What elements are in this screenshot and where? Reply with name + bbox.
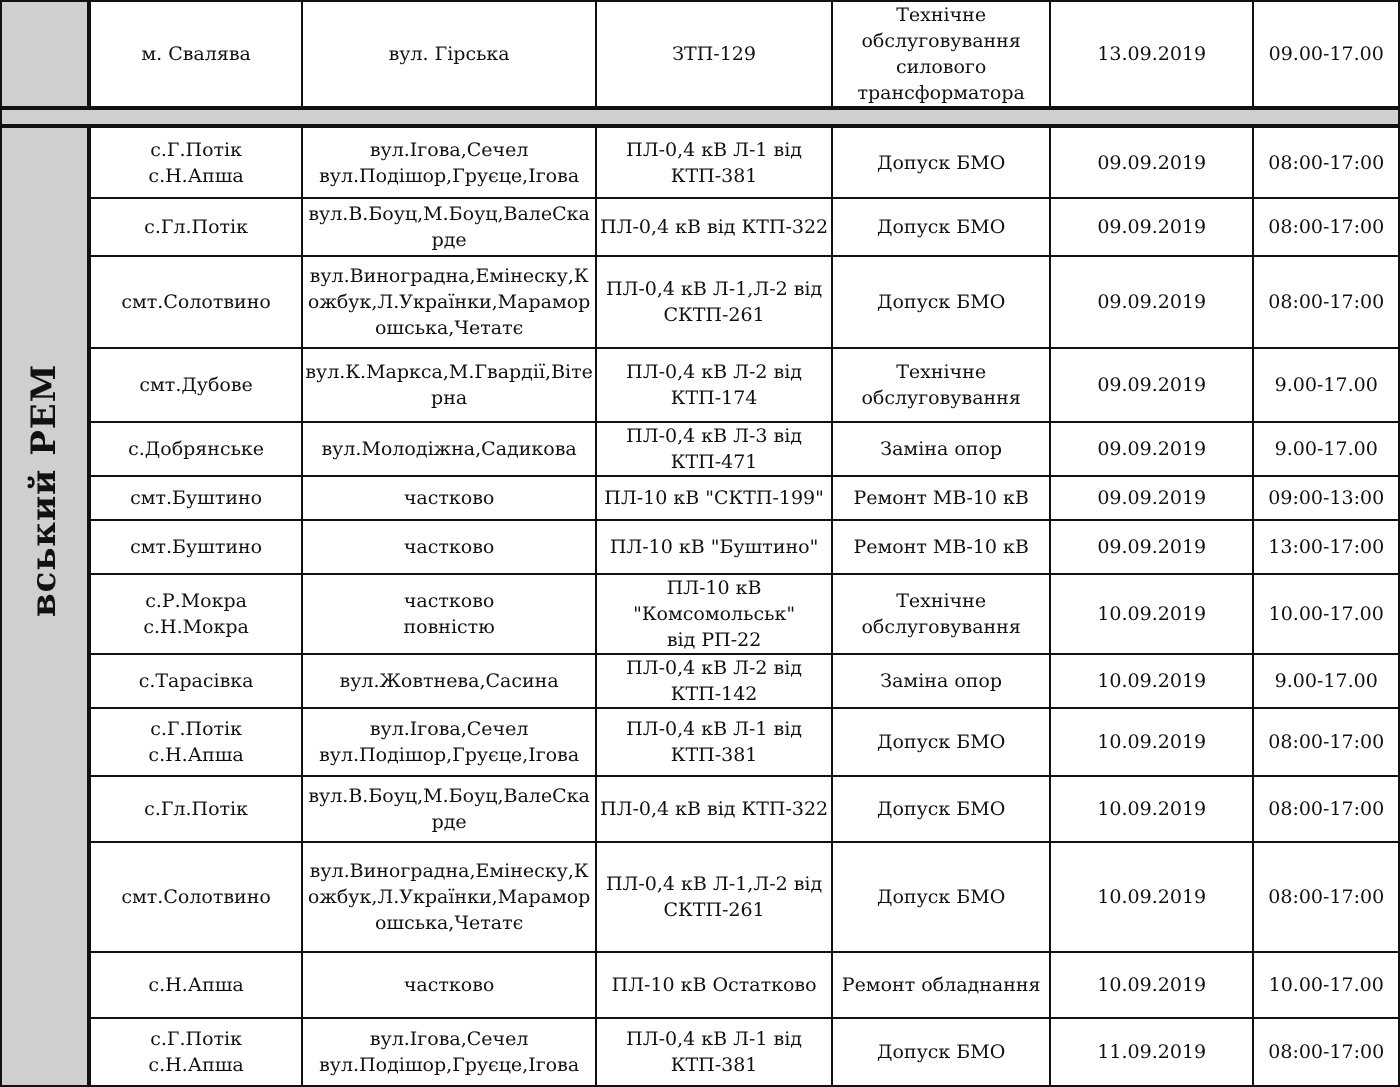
date-cell: 10.09.2019 (1050, 952, 1253, 1018)
date-cell: 10.09.2019 (1050, 654, 1253, 708)
streets-line: ожбук,Л.Українки,Марамор (307, 886, 591, 908)
streets-line: повністю (403, 616, 495, 638)
work-cell (832, 708, 1050, 776)
time-cell: 08:00-17:00 (1253, 708, 1399, 776)
table-row (1, 776, 1399, 842)
streets-line: вул.Подішор,Груєце,Ігова (319, 744, 580, 766)
time-cell: 9.00-17.00 (1253, 422, 1399, 476)
time-cell: 10.00-17.00 (1253, 952, 1399, 1018)
table-row (1, 654, 1399, 708)
work-cell (832, 520, 1050, 574)
time-cell: 9.00-17.00 (1253, 654, 1399, 708)
work-cell (832, 842, 1050, 952)
table-row-top (1, 1, 1399, 108)
table-row (1, 520, 1399, 574)
table-row (1, 842, 1399, 952)
work-line: Технічне (896, 4, 987, 26)
streets-cell: вул. Гірська (302, 1, 596, 108)
streets-line: вул.Подішор,Груєце,Ігова (319, 1054, 580, 1076)
date-cell: 09.09.2019 (1050, 348, 1253, 422)
streets-cell (302, 198, 596, 256)
object-cell (596, 198, 832, 256)
date-cell: 09.09.2019 (1050, 476, 1253, 520)
streets-line: рде (431, 811, 467, 833)
settlement-line: с.Н.Апша (148, 1054, 244, 1076)
settlement-cell (89, 256, 303, 348)
streets-line: вул.К.Маркса,М.Гвардії,Віте (305, 361, 593, 383)
object-cell (596, 422, 832, 476)
time-cell: 08:00-17:00 (1253, 256, 1399, 348)
object-line: ПЛ-0,4 кВ Л-1 від КТП-381 (626, 138, 803, 187)
work-line: Допуск БМО (877, 216, 1006, 238)
table-row (1, 198, 1399, 256)
time-cell: 08:00-17:00 (1253, 126, 1399, 198)
streets-line: вул.В.Боуц,М.Боуц,ВалеСка (308, 203, 590, 225)
streets-cell (302, 422, 596, 476)
table-row (1, 422, 1399, 476)
table-row (1, 574, 1399, 654)
work-cell (832, 422, 1050, 476)
streets-line: вул.Виноградна,Емінеску,К (309, 265, 589, 287)
side-label: вський РЕМ (24, 363, 65, 617)
settlement-cell (89, 520, 303, 574)
table-row (1, 126, 1399, 198)
work-cell (832, 476, 1050, 520)
object-line: ПЛ-10 кВ "Буштино" (609, 536, 819, 558)
streets-line: частково (403, 487, 495, 509)
work-line: силового (895, 56, 987, 78)
settlement-cell (89, 952, 303, 1018)
settlement-cell (89, 842, 303, 952)
settlement-cell (89, 126, 303, 198)
settlement-line: смт.Солотвино (121, 886, 271, 908)
date-cell: 09.09.2019 (1050, 422, 1253, 476)
streets-line: частково (403, 590, 495, 612)
object-line: ПЛ-0,4 кВ Л-1 від КТП-381 (626, 1028, 803, 1076)
settlement-cell (89, 654, 303, 708)
streets-cell (302, 574, 596, 654)
settlement-line: смт.Буштино (130, 536, 263, 558)
settlement-line: с.Н.Мокра (143, 616, 249, 638)
work-cell (832, 776, 1050, 842)
streets-line: ошська,Четатє (374, 317, 524, 339)
date-cell: 10.09.2019 (1050, 708, 1253, 776)
object-line: ПЛ-10 кВ Остатково (611, 974, 817, 996)
table-row (1, 708, 1399, 776)
settlement-cell (89, 348, 303, 422)
streets-line: ожбук,Л.Українки,Марамор (307, 291, 591, 313)
work-line: Допуск БМО (877, 291, 1006, 313)
object-cell (596, 842, 832, 952)
time-cell: 08:00-17:00 (1253, 776, 1399, 842)
time-cell: 09:00-13:00 (1253, 476, 1399, 520)
object-line: ПЛ-0,4 кВ Л-2 від КТП-142 (626, 657, 803, 705)
streets-cell (302, 842, 596, 952)
settlement-line: с.Гл.Потік (144, 798, 249, 820)
settlement-line: с.Г.Потік (150, 1028, 242, 1050)
side-label-cell (1, 126, 89, 1086)
side-label-cell-top (1, 1, 89, 108)
settlement-cell (89, 1018, 303, 1086)
object-cell (596, 708, 832, 776)
object-cell (596, 348, 832, 422)
work-line: Ремонт МВ-10 кВ (853, 487, 1029, 509)
work-cell (832, 1018, 1050, 1086)
streets-line: вул.Виноградна,Емінеску,К (309, 860, 589, 882)
streets-cell (302, 126, 596, 198)
object-cell (596, 654, 832, 708)
streets-cell (302, 348, 596, 422)
date-cell: 09.09.2019 (1050, 198, 1253, 256)
streets-line: вул.В.Боуц,М.Боуц,ВалеСка (308, 785, 590, 807)
object-line: ПЛ-0,4 кВ від КТП-322 (600, 798, 829, 820)
date-cell: 09.09.2019 (1050, 126, 1253, 198)
work-line: обслуговування (861, 30, 1021, 52)
work-line: Технічне (896, 590, 987, 612)
streets-line: вул.Подішор,Груєце,Ігова (319, 164, 580, 187)
date-cell: 11.09.2019 (1050, 1018, 1253, 1086)
object-line: ПЛ-0,4 кВ Л-1,Л-2 від (605, 278, 823, 300)
object-line: ПЛ-10 кВ "Комсомольськ" (633, 577, 796, 625)
time-cell: 9.00-17.00 (1253, 348, 1399, 422)
streets-cell (302, 952, 596, 1018)
time-cell: 10.00-17.00 (1253, 574, 1399, 654)
time-cell: 09.00-17.00 (1253, 1, 1399, 108)
settlement-cell (89, 476, 303, 520)
object-cell (596, 256, 832, 348)
date-cell: 09.09.2019 (1050, 256, 1253, 348)
object-cell: ЗТП-129 (596, 1, 832, 108)
work-line: трансформатора (857, 82, 1025, 104)
work-line: Ремонт МВ-10 кВ (853, 536, 1029, 558)
time-cell: 08:00-17:00 (1253, 842, 1399, 952)
settlement-line: смт.Дубове (139, 374, 253, 396)
streets-cell (302, 708, 596, 776)
date-cell: 09.09.2019 (1050, 520, 1253, 574)
streets-line: рде (431, 229, 467, 251)
object-line: ПЛ-0,4 кВ Л-3 від КТП-471 (626, 425, 803, 473)
work-line: Допуск БМО (877, 151, 1006, 174)
settlement-cell (89, 776, 303, 842)
object-line: ПЛ-0,4 кВ від КТП-322 (600, 216, 829, 238)
object-line: ПЛ-0,4 кВ Л-2 від КТП-174 (626, 361, 803, 409)
work-line: Заміна опор (880, 438, 1003, 460)
streets-cell (302, 776, 596, 842)
streets-line: частково (403, 974, 495, 996)
settlement-cell (89, 574, 303, 654)
streets-cell (302, 520, 596, 574)
table-row (1, 256, 1399, 348)
table-row (1, 476, 1399, 520)
work-cell (832, 198, 1050, 256)
streets-line: ошська,Четатє (374, 912, 524, 934)
settlement-line: с.Гл.Потік (144, 216, 249, 238)
object-cell (596, 574, 832, 654)
table-row (1, 952, 1399, 1018)
object-cell (596, 952, 832, 1018)
settlement-line: с.Н.Апша (148, 164, 244, 187)
settlement-cell (89, 422, 303, 476)
streets-cell (302, 654, 596, 708)
work-cell (832, 348, 1050, 422)
work-line: Допуск БМО (877, 886, 1006, 908)
settlement-cell (89, 198, 303, 256)
streets-line: вул.Молодіжна,Садикова (321, 438, 577, 460)
settlement-line: с.Г.Потік (150, 718, 242, 740)
settlement-line: смт.Солотвино (121, 291, 271, 313)
object-line: ПЛ-0,4 кВ Л-1 від КТП-381 (626, 718, 803, 766)
streets-line: рна (431, 387, 468, 409)
streets-cell (302, 256, 596, 348)
work-line: обслуговування (861, 616, 1021, 638)
work-line: Допуск БМО (877, 731, 1006, 753)
separator-cell (1, 108, 1399, 126)
date-cell: 10.09.2019 (1050, 776, 1253, 842)
date-cell: 10.09.2019 (1050, 574, 1253, 654)
section-separator (1, 108, 1399, 126)
settlement-line: с.Добрянське (128, 438, 265, 460)
work-cell (832, 1, 1050, 108)
date-cell: 10.09.2019 (1050, 842, 1253, 952)
table-row (1, 1018, 1399, 1086)
streets-line: вул.Ігова,Сечел (369, 138, 529, 161)
object-cell (596, 520, 832, 574)
streets-line: вул.Жовтнева,Сасина (339, 670, 559, 692)
work-cell (832, 126, 1050, 198)
object-line: СКТП-261 (663, 899, 765, 921)
streets-line: вул.Ігова,Сечел (369, 718, 529, 740)
settlement-line: с.Н.Апша (148, 974, 244, 996)
settlement-line: смт.Буштино (130, 487, 263, 509)
streets-cell (302, 1018, 596, 1086)
streets-line: вул.Ігова,Сечел (369, 1028, 529, 1050)
work-cell (832, 654, 1050, 708)
time-cell: 13:00-17:00 (1253, 520, 1399, 574)
settlement-line: с.Тарасівка (138, 670, 254, 692)
object-line: від РП-22 (666, 629, 762, 651)
settlement-line: с.Г.Потік (150, 138, 242, 161)
work-line: Заміна опор (880, 670, 1003, 692)
settlement-cell: м. Свалява (89, 1, 303, 108)
work-line: обслуговування (861, 387, 1021, 409)
settlement-cell (89, 708, 303, 776)
settlement-line: с.Р.Мокра (145, 590, 247, 612)
work-cell (832, 574, 1050, 654)
work-line: Допуск БМО (877, 1041, 1006, 1063)
work-cell (832, 256, 1050, 348)
time-cell: 08:00-17:00 (1253, 198, 1399, 256)
table-row (1, 348, 1399, 422)
work-line: Допуск БМО (877, 798, 1006, 820)
settlement-line: с.Н.Апша (148, 744, 244, 766)
object-line: СКТП-261 (663, 304, 765, 326)
object-cell (596, 126, 832, 198)
streets-line: частково (403, 536, 495, 558)
work-cell (832, 952, 1050, 1018)
object-cell (596, 776, 832, 842)
work-line: Ремонт обладнання (841, 974, 1041, 996)
date-cell: 13.09.2019 (1050, 1, 1253, 108)
object-cell (596, 476, 832, 520)
time-cell: 08:00-17:00 (1253, 1018, 1399, 1086)
work-line: Технічне (896, 361, 987, 383)
streets-cell (302, 476, 596, 520)
object-line: ПЛ-10 кВ "СКТП-199" (604, 487, 824, 509)
object-line: ПЛ-0,4 кВ Л-1,Л-2 від (605, 873, 823, 895)
object-cell (596, 1018, 832, 1086)
